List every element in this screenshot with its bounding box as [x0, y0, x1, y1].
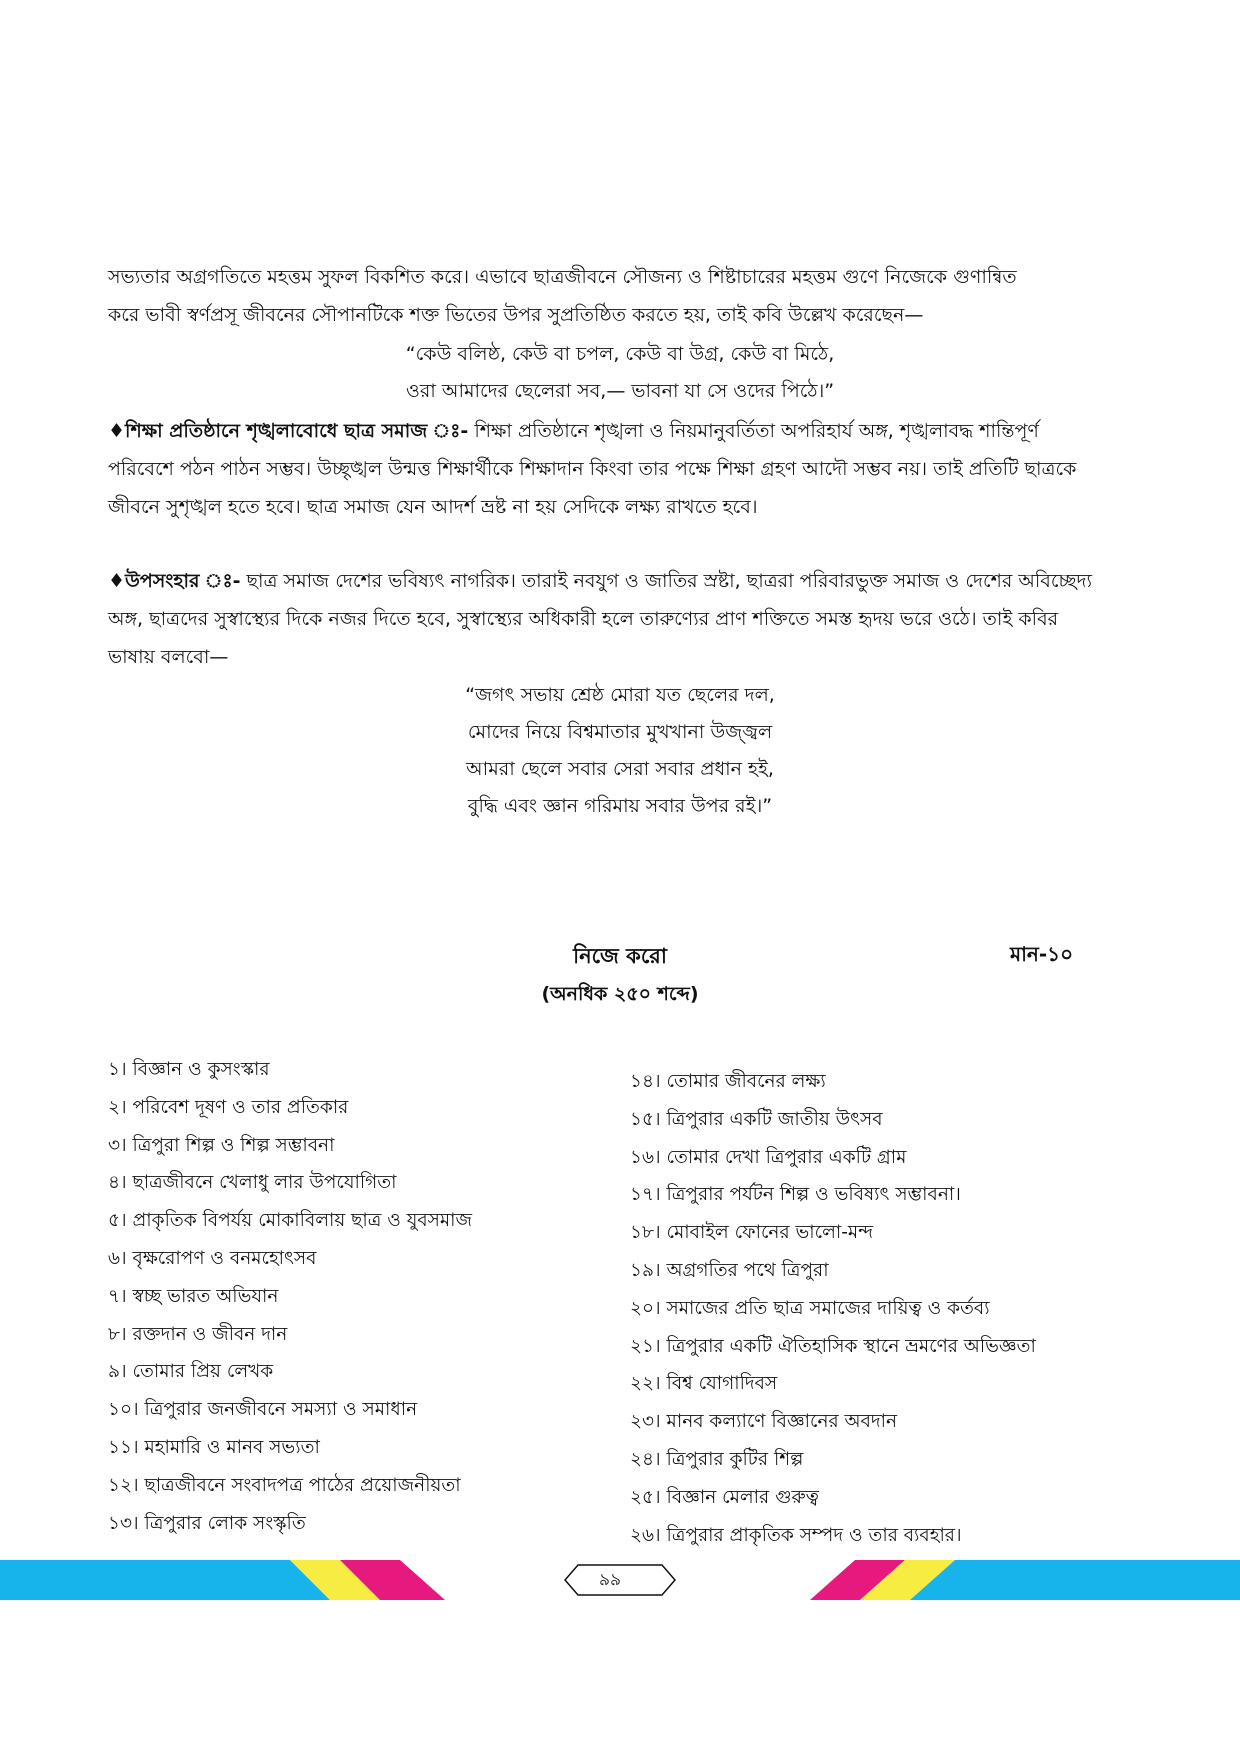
topic-item: ১৭। ত্রিপুরার পর্যটন শিল্প ও ভবিষ্যৎ সম্ভাবনা।: [630, 1184, 961, 1206]
page-number: ৯৯: [598, 1570, 622, 1590]
topic-item: ১৪। তোমার জীবনের লক্ষ্য: [630, 1071, 826, 1092]
band-right-cyan: [910, 1560, 1240, 1600]
topic-item: ৩। ত্রিপুরা শিল্প ও শিল্প সম্ভাবনা: [108, 1134, 335, 1156]
continuation-line-1: সভ্যতার অগ্রগতিতে মহত্তম সুফল বিকশিত করে। এভাবে ছাত্রজীবনে সৌজন্য ও শিষ্টাচারের মহত্তম গুণে নিজেকে গুণান্বিত: [108, 266, 1017, 288]
discipline-paragraph: [108, 412, 1098, 526]
topic-item: ১৬। তোমার দেখা ত্রিপুরার একটি গ্রাম: [630, 1146, 907, 1168]
marks-label: মান-১০: [1010, 942, 1074, 966]
topic-list-left: [108, 1051, 472, 1542]
topic-list-right: [630, 1063, 1036, 1554]
conclusion-heading: ♦উপসংহার ঃ-: [108, 570, 241, 592]
topic-item: ২৩। মানব কল্যাণে বিজ্ঞানের অবদান: [630, 1411, 898, 1433]
band-left-cyan: [0, 1560, 330, 1600]
topic-item: ৮। রক্তদান ও জীবন দান: [108, 1323, 288, 1345]
conclusion-text: ছাত্র সমাজ দেশের ভবিষ্যৎ নাগরিক। তারাই নবযুগ ও জাতির স্রষ্টা, ছাত্ররা পরিবারভুক্ত সমাজ ও দেশের অবিচ্ছেদ্য অঙ্গ, ছাত্রদের সুস্বাস্থ্যের দিকে নজর দিতে হবে, সুস্বাস্থ্যের অধিকারী হলে তারুণ্যের প্রাণ শক্তিতে সমস্ত হৃদয় ভরে ওঠে। তাই কবির ভাষায় বলবো—: [108, 570, 1092, 668]
discipline-heading: ♦শিক্ষা প্রতিষ্ঠানে শৃঙ্খলাবোধে ছাত্র সমাজ ঃ-: [108, 420, 469, 442]
poem-line: “কেউ বলিষ্ঠ, কেউ বা চপল, কেউ বা উগ্র, কেউ বা মিঠে,: [405, 343, 835, 365]
poem-line: মোদের নিয়ে বিশ্বমাতার মুখখানা উজ্জ্বল: [467, 721, 773, 743]
poem-line: “জগৎ সভায় শ্রেষ্ঠ মোরা যত ছেলের দল,: [465, 684, 775, 706]
poem-line: ওরা আমাদের ছেলেরা সব,— ভাবনা যা সে ওদের পিঠে।”: [405, 380, 835, 402]
poem-line: বুদ্ধি এবং জ্ঞান গরিমায় সবার উপর রই।”: [467, 795, 773, 817]
topic-item: ২৬। ত্রিপুরার প্রাকৃতিক সম্পদ ও তার ব্যবহার।: [630, 1524, 962, 1546]
topic-item: ৯। তোমার প্রিয় লেখক: [108, 1361, 274, 1383]
topic-item: ২০। সমাজের প্রতি ছাত্র সমাজের দায়িত্ব ও কর্তব্য: [630, 1297, 990, 1319]
exercise-title: নিজে করো: [573, 944, 667, 968]
continuation-paragraph: [108, 258, 1098, 334]
poem-quote-2: [0, 677, 1240, 825]
topic-item: ৫। প্রাকৃতিক বিপর্যয় মোকাবিলায় ছাত্র ও যুবসমাজ: [108, 1210, 473, 1232]
continuation-line-2: করে ভাবী স্বর্ণপ্রসূ জীবনের সৌপানটিকে শক্ত ভিতের উপর সুপ্রতিষ্ঠিত করতে হয়, তাই কবি উল্লেখ করেছেন—: [108, 304, 924, 326]
topic-item: ২৫। বিজ্ঞান মেলার গুরুত্ব: [630, 1486, 819, 1508]
topic-item: ২১। ত্রিপুরার একটি ঐতিহাসিক স্থানে ভ্রমণের অভিজ্ঞতা: [630, 1335, 1036, 1357]
topic-item: ৪। ছাত্রজীবনে খেলাধু লার উপযোগিতা: [108, 1172, 397, 1194]
topic-item: ১৯। অগ্রগতির পথে ত্রিপুরা: [630, 1259, 829, 1281]
topic-item: ২৪। ত্রিপুরার কুটির শিল্প: [630, 1448, 804, 1470]
topic-item: ১০। ত্রিপুরার জনজীবনে সমস্যা ও সমাধান: [108, 1399, 418, 1421]
topic-item: ১৮। মোবাইল ফোনের ভালো-মন্দ: [630, 1222, 874, 1244]
topic-item: ১১। মহামারি ও মানব সভ্যতা: [108, 1436, 320, 1458]
topic-item: ৬। বৃক্ষরোপণ ও বনমহোৎসব: [108, 1247, 317, 1269]
word-limit-note: (অনধিক ২৫০ শব্দে): [541, 983, 699, 1005]
topic-item: ২। পরিবেশ দূষণ ও তার প্রতিকার: [108, 1096, 349, 1118]
poem-quote-1: [0, 336, 1240, 410]
topic-item: ১৫। ত্রিপুরার একটি জাতীয় উৎসব: [630, 1108, 883, 1130]
topic-item: ১। বিজ্ঞান ও কুসংস্কার: [108, 1059, 270, 1080]
topic-item: ২২। বিশ্ব যোগাদিবস: [630, 1373, 778, 1395]
conclusion-paragraph: [108, 562, 1098, 676]
topic-item: ৭। স্বচ্ছ ভারত অভিযান: [108, 1285, 279, 1307]
discipline-text: শিক্ষা প্রতিষ্ঠানে শৃঙ্খলা ও নিয়মানুবর্তিতা অপরিহার্য অঙ্গ, শৃঙ্খলাবদ্ধ শান্তিপূর্ণ পরিবেশে পঠন পাঠন সম্ভব। উচ্ছৃঙ্খল উন্মত্ত শিক্ষার্থীকে শিক্ষাদান কিংবা তার পক্ষে শিক্ষা গ্রহণ আদৌ সম্ভব নয়। তাই প্রতিটি ছাত্রকে জীবনে সুশৃঙ্খল হতে হবে। ছাত্র সমাজ যেন আদর্শ ভ্রষ্ট না হয় সেদিকে লক্ষ্য রাখতে হবে।: [108, 420, 1077, 518]
poem-line: আমরা ছেলে সবার সেরা সবার প্রধান হই,: [466, 758, 774, 780]
topic-item: ১৩। ত্রিপুরার লোক সংস্কৃতি: [108, 1512, 306, 1534]
topic-item: ১২। ছাত্রজীবনে সংবাদপত্র পাঠের প্রয়োজনীয়তা: [108, 1474, 461, 1496]
